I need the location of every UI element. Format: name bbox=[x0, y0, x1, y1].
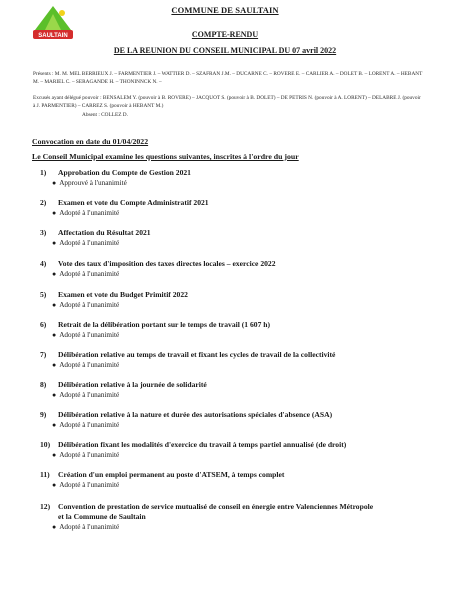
bullet-icon: ● bbox=[52, 301, 57, 309]
item-outcome: Adopté à l'unanimité bbox=[59, 451, 120, 459]
item-title: Délibération relative à la nature et durée des autorisations spéciales d'absence (ASA) bbox=[58, 410, 333, 419]
item-outcome: Adopté à l'unanimité bbox=[59, 209, 120, 217]
item-number: 11) bbox=[40, 470, 50, 479]
agenda-item bbox=[40, 410, 420, 430]
item-title: Délibération fixant les modalités d'exercice du travail à temps partiel annualisé (de droit) bbox=[58, 440, 347, 449]
bullet-icon: ● bbox=[52, 209, 57, 217]
item-number: 4) bbox=[40, 259, 47, 268]
item-number: 12) bbox=[40, 502, 51, 511]
item-outcome: Adopté à l'unanimité bbox=[59, 301, 120, 309]
agenda-item bbox=[40, 259, 420, 279]
report-title: COMPTE-RENDU bbox=[191, 30, 259, 39]
agenda-item bbox=[40, 440, 420, 460]
bullet-icon: ● bbox=[52, 523, 57, 531]
item-title: Délibération relative à la journée de solidarité bbox=[58, 380, 207, 389]
bullet-icon: ● bbox=[52, 451, 57, 459]
bullet-icon: ● bbox=[52, 361, 57, 369]
item-title: Retrait de la délibération portant sur le temps de travail (1 607 h) bbox=[58, 320, 271, 329]
agenda-item bbox=[40, 290, 420, 310]
item-number: 9) bbox=[40, 410, 47, 419]
agenda-item bbox=[40, 502, 420, 532]
item-title: Convention de prestation de service mutualisé de conseil en énergie entre Valenciennes Métropole bbox=[58, 502, 374, 511]
agenda-item bbox=[40, 228, 420, 248]
item-number: 6) bbox=[40, 320, 47, 329]
item-number: 5) bbox=[40, 290, 47, 299]
commune-title: COMMUNE DE SAULTAIN bbox=[171, 5, 279, 15]
item-number: 8) bbox=[40, 380, 47, 389]
absent-text: Absent : COLLEZ D. bbox=[82, 112, 128, 118]
item-outcome: Adopté à l'unanimité bbox=[59, 361, 120, 369]
item-outcome: Adopté à l'unanimité bbox=[59, 331, 120, 339]
bullet-icon: ● bbox=[52, 421, 57, 429]
item-outcome: Adopté à l'unanimité bbox=[59, 523, 120, 531]
agenda-item bbox=[40, 198, 420, 218]
presents-text: Présents : M. M. MEL BERRIEUX J. – FARMENTIER J. – WATTIER D. – SZAFRAN J.M. – DUCARNE C. – ROVERE E. – CARLIER A. – DOLET B. – LORENT A. – HEBANT M. – MARIEL C. – SERAGANDE H. – THONINNCK N. – bbox=[33, 71, 423, 85]
agenda-item bbox=[40, 320, 420, 340]
item-title: Création d'un emploi permanent au poste d'ATSEM, à temps complet bbox=[58, 470, 285, 479]
item-title: Examen et vote du Compte Administratif 2021 bbox=[58, 198, 209, 207]
agenda-item bbox=[40, 380, 420, 400]
bullet-icon: ● bbox=[52, 239, 57, 247]
item-title: Délibération relative au temps de travail et fixant les cycles de travail de la collectivité bbox=[58, 350, 336, 359]
agenda-item bbox=[40, 168, 420, 188]
bullet-icon: ● bbox=[52, 270, 57, 278]
logo-text: SAULTAIN bbox=[38, 33, 68, 39]
item-outcome: Adopté à l'unanimité bbox=[59, 421, 120, 429]
item-number: 10) bbox=[40, 440, 51, 449]
item-number: 1) bbox=[40, 168, 47, 177]
item-title: Examen et vote du Budget Primitif 2022 bbox=[58, 290, 188, 299]
item-title: Vote des taux d'imposition des taxes directes locales – exercice 2022 bbox=[58, 259, 276, 268]
item-title-continued: et la Commune de Saultain bbox=[58, 512, 146, 521]
item-number: 2) bbox=[40, 198, 47, 207]
item-number: 3) bbox=[40, 228, 47, 237]
item-title: Affectation du Résultat 2021 bbox=[58, 228, 151, 237]
bullet-icon: ● bbox=[52, 481, 57, 489]
item-title: Approbation du Compte de Gestion 2021 bbox=[58, 168, 191, 177]
convocation-date: Convocation en date du 01/04/2022 bbox=[32, 137, 149, 146]
item-number: 7) bbox=[40, 350, 47, 359]
agenda-item bbox=[40, 350, 420, 370]
item-outcome: Adopté à l'unanimité bbox=[59, 270, 120, 278]
meeting-title: DE LA REUNION DU CONSEIL MUNICIPAL DU 07 avril 2022 bbox=[113, 46, 337, 55]
item-outcome: Adopté à l'unanimité bbox=[59, 391, 120, 399]
excuses-text: Excusés ayant délégué pouvoir : BENSALEM Y. (pouvoir à B. ROVERE) – JACQUOT S. (pouvoir à B. DOLET) – DE PETRIS N. (pouvoir à A. LORENT) – DELABRE J. (pouvoir à J. PARMENTIER) – CARREZ S. (pouvoir à HEBANT M.) bbox=[33, 95, 421, 109]
agenda-intro: Le Conseil Municipal examine les questions suivantes, inscrites à l'ordre du jour bbox=[32, 152, 299, 161]
bullet-icon: ● bbox=[52, 179, 57, 187]
item-outcome: Adopté à l'unanimité bbox=[59, 239, 120, 247]
bullet-icon: ● bbox=[52, 331, 57, 339]
item-outcome: Adopté à l'unanimité bbox=[59, 481, 120, 489]
agenda-item bbox=[40, 470, 420, 490]
item-outcome: Approuvé à l'unanimité bbox=[59, 179, 127, 187]
bullet-icon: ● bbox=[52, 391, 57, 399]
